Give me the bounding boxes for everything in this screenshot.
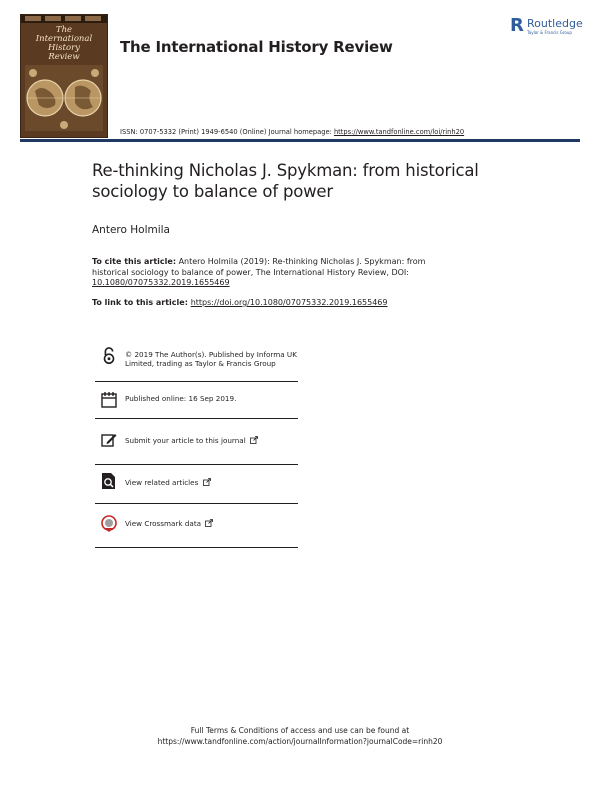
article-meta-box bbox=[95, 342, 298, 548]
crossmark-label: View Crossmark data bbox=[125, 519, 202, 528]
crossmark-row[interactable] bbox=[95, 504, 298, 548]
world-map-icon bbox=[25, 65, 103, 131]
routledge-logo-icon: R bbox=[510, 15, 524, 36]
citation-label: To cite this article: bbox=[92, 257, 177, 266]
header-divider bbox=[20, 139, 580, 142]
doi-link[interactable]: 10.1080/07075332.2019.1655469 bbox=[92, 278, 230, 287]
related-articles-label: View related articles bbox=[125, 478, 199, 487]
article-link-line bbox=[92, 298, 388, 307]
related-articles-icon bbox=[101, 472, 117, 490]
footer-url[interactable]: https://www.tandfonline.com/action/journalInformation?journalCode=rinh20 bbox=[157, 737, 443, 746]
publisher-logo[interactable] bbox=[510, 16, 590, 38]
cover-title-line: International bbox=[35, 34, 93, 44]
related-articles-link[interactable] bbox=[125, 465, 211, 487]
crossmark-link[interactable] bbox=[125, 504, 213, 528]
external-link-icon bbox=[203, 478, 211, 486]
cover-title-line: The bbox=[55, 25, 73, 35]
publisher-name: Routledge bbox=[527, 17, 583, 30]
submit-article-link[interactable] bbox=[125, 419, 258, 445]
issn-text: ISSN: 0707-5332 (Print) 1949-6540 (Online) Journal homepage: bbox=[120, 128, 334, 136]
issn-line bbox=[120, 128, 464, 136]
license-text: © 2019 The Author(s). Published by Informa UK Limited, trading as Taylor & Francis Group bbox=[125, 350, 297, 368]
footer-line: Full Terms & Conditions of access and use can be found at bbox=[190, 726, 410, 735]
cover-title bbox=[21, 26, 107, 62]
article-title: Re-thinking Nicholas J. Spykman: from historical sociology to balance of power bbox=[92, 161, 479, 201]
journal-name: The International History Review bbox=[120, 38, 393, 56]
published-row bbox=[95, 382, 298, 419]
article-author: Antero Holmila bbox=[92, 224, 170, 236]
external-link-icon bbox=[205, 519, 213, 527]
crossmark-icon bbox=[101, 515, 117, 533]
citation-block bbox=[92, 257, 462, 289]
submit-article-label: Submit your article to this journal bbox=[125, 436, 246, 445]
journal-cover-image bbox=[20, 14, 108, 138]
cover-title-line: History bbox=[48, 43, 80, 53]
published-date: Published online: 16 Sep 2019. bbox=[125, 394, 237, 403]
submit-row[interactable] bbox=[95, 419, 298, 465]
external-link-icon bbox=[250, 436, 258, 444]
edit-icon bbox=[101, 431, 117, 449]
link-label: To link to this article: bbox=[92, 298, 191, 307]
publisher-tagline: Taylor & Francis Group bbox=[527, 30, 572, 35]
terms-footer bbox=[0, 725, 600, 747]
related-row[interactable] bbox=[95, 465, 298, 504]
citation-text: Antero Holmila (2019): Re-thinking Nicholas J. Spykman: from historical sociology to balance of power, The International History Review, DOI: bbox=[92, 257, 426, 277]
open-access-icon bbox=[101, 347, 117, 365]
article-url-link[interactable]: https://doi.org/10.1080/07075332.2019.1655469 bbox=[190, 298, 388, 307]
license-row bbox=[95, 342, 298, 382]
journal-homepage-link[interactable]: https://www.tandfonline.com/loi/rinh20 bbox=[333, 128, 465, 136]
cover-title-line: Review bbox=[48, 52, 80, 62]
calendar-icon bbox=[101, 391, 117, 409]
cover-top-band bbox=[21, 15, 107, 23]
